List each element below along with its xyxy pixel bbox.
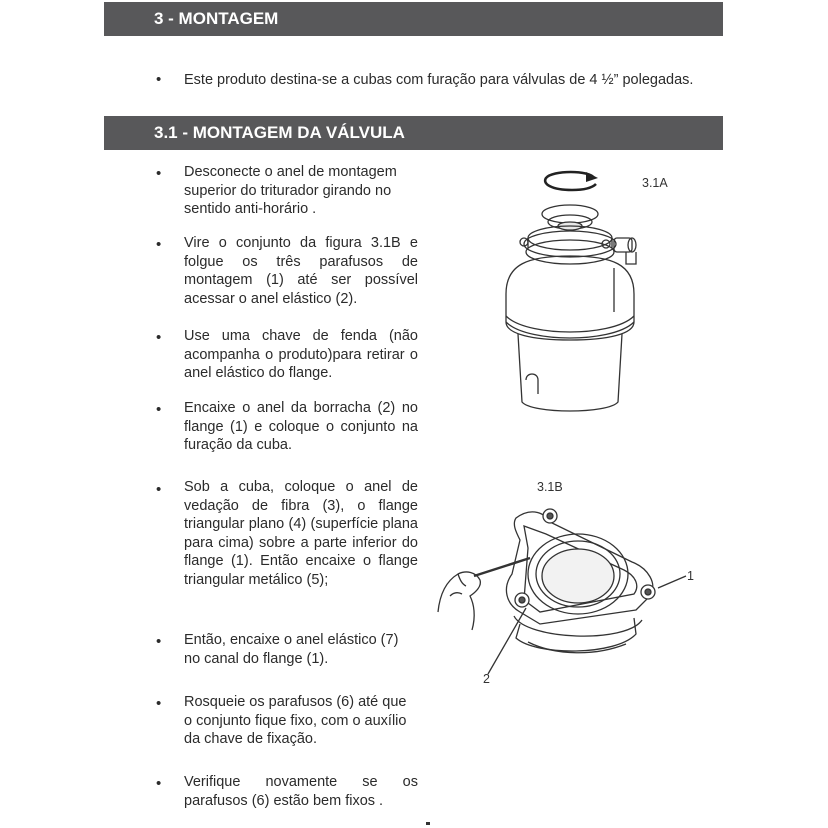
step-7-text: Rosqueie os parafusos (6) até que o conjunto fique fixo, com o auxílio da chave de fixação. (184, 694, 407, 747)
step-8-text: Verifique novamente se os parafusos (6) estão bem fixos . (184, 774, 418, 809)
step-6-text: Então, encaixe o anel elástico (7) no canal do flange (1). (184, 632, 399, 667)
section-header-montagem-valvula (104, 116, 723, 150)
callout-1: 1 (687, 569, 694, 583)
rotate-counterclockwise-arrow-icon (540, 168, 604, 196)
step-4-text: Encaixe o anel da borracha (2) no flange (1) e coloque o conjunto na furação da cuba. (184, 400, 418, 453)
bullet: • (156, 236, 162, 253)
section-title: 3 - MONTAGEM (154, 9, 279, 28)
bullet: • (156, 775, 162, 792)
food-waste-disposer-illustration (498, 194, 643, 420)
figure-3-1b-label: 3.1B (537, 480, 563, 494)
section-header-montagem (104, 2, 723, 36)
bullet: • (156, 633, 162, 650)
callout-2: 2 (483, 672, 490, 686)
bullet: • (156, 71, 162, 88)
figure-3-1a-label: 3.1A (642, 176, 668, 190)
triangular-flange-assembly-illustration (436, 500, 696, 690)
step-3-text: Use uma chave de fenda (não acompanha o produto)para retirar o anel elástico do flange. (184, 328, 418, 381)
page-footer-mark (426, 822, 430, 825)
section-title: 3.1 - MONTAGEM DA VÁLVULA (154, 123, 405, 142)
bullet: • (156, 695, 162, 712)
step-2-text: Vire o conjunto da figura 3.1B e folgue os três parafusos de montagem (1) até ser possível acessar o anel elástico (2). (184, 235, 418, 307)
intro-text: Este produto destina-se a cubas com furação para válvulas de 4 ½” polegadas. (184, 72, 694, 88)
bullet: • (156, 481, 162, 498)
bullet: • (156, 329, 162, 346)
step-1-text: Desconecte o anel de montagem superior do triturador girando no sentido anti-horário . (184, 164, 397, 217)
bullet: • (156, 401, 162, 418)
step-5-text: Sob a cuba, coloque o anel de vedação de fibra (3), o flange triangular plano (4) (superfície plana para cima) sobre a parte inferior do flange (1). Então encaixe o flange triangular metálico (5); (184, 479, 418, 588)
bullet: • (156, 165, 162, 182)
